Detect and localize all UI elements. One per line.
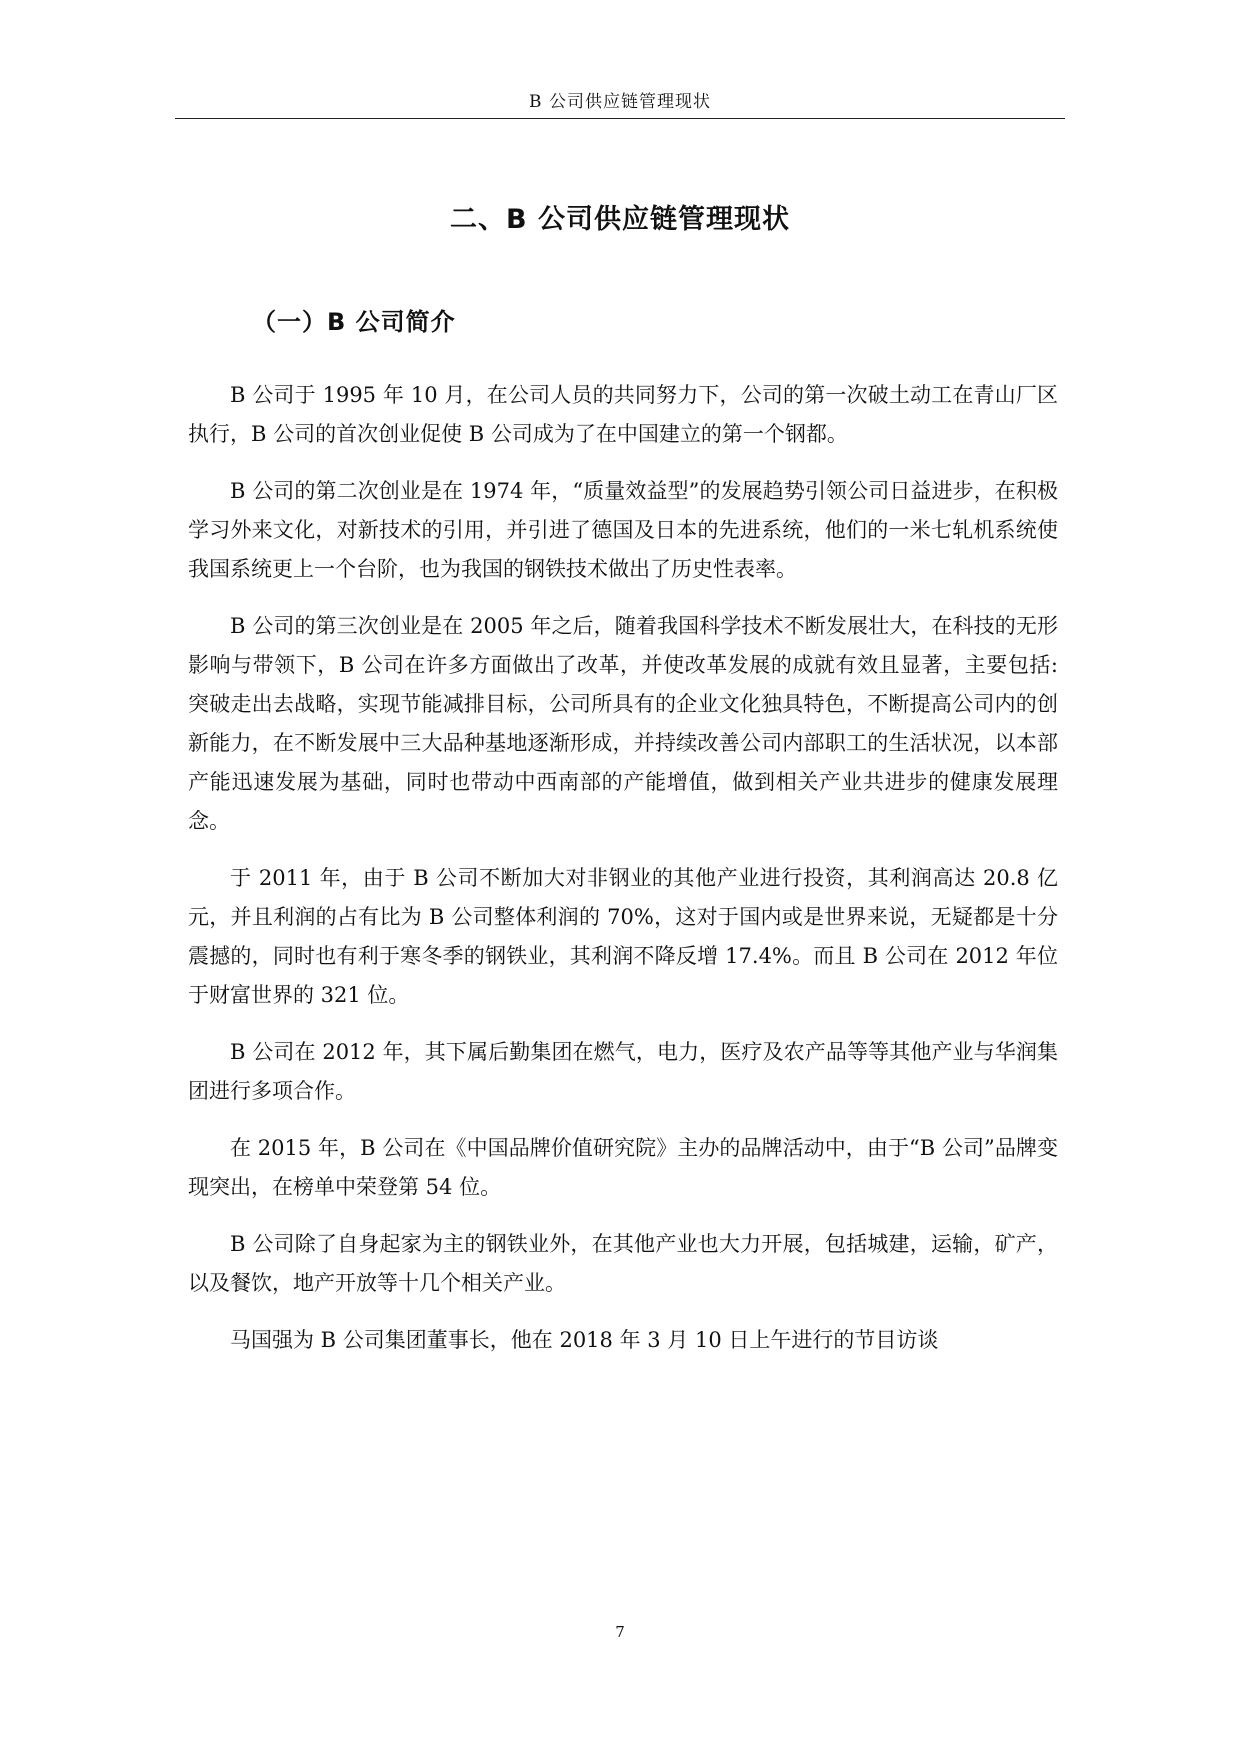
paragraph-2012-cooperation: B 公司在 2012 年，其下属后勤集团在燃气，电力，医疗及农产品等等其他产业与华润集团进行多项合作。 <box>188 1040 1058 1103</box>
chapter-title: 二、B 公司供应链管理现状 <box>450 204 790 235</box>
header-rule <box>175 118 1065 119</box>
paragraph-third-venture: B 公司的第三次创业是在 2005 年之后，随着我国科学技术不断发展壮大，在科技的无形影响与带领下，B 公司在许多方面做出了改革，并使改革发展的成就有效且显著，主要包括: 突破走出去战略，实现节能减排目标，公司所具有的企业文化独具特色，不断提高公司内的创新能力，在不断发展中三大品种基地逐渐形成，并持续改善公司内部职工的生活状况，以本部产能迅速发展为基础，同时也带动中西南部的产能增值，做到相关产业共进步的健康发展理念。 <box>188 614 1058 833</box>
paragraph-founding: B 公司于 1995 年 10 月，在公司人员的共同努力下，公司的第一次破土动工在青山厂区执行，B 公司的首次创业促使 B 公司成为了在中国建立的第一个钢都。 <box>188 383 1058 446</box>
paragraph-2015-brand: 在 2015 年，B 公司在《中国品牌价值研究院》主办的品牌活动中，由于“B 公司”品牌变现突出，在榜单中荣登第 54 位。 <box>188 1136 1058 1199</box>
paragraph-2011-profit: 于 2011 年，由于 B 公司不断加大对非钢业的其他产业进行投资，其利润高达 20.8 亿元，并且利润的占有比为 B 公司整体利润的 70%，这对于国内或是世界来说，无疑都是十分震撼的，同时也有利于寒冬季的钢铁业，其利润不降反增 17.4%。而且 B 公司在 2012 年位于财富世界的 321 位。 <box>188 866 1058 1007</box>
body-text <box>188 376 1058 1378</box>
paragraph-chairman: 马国强为 B 公司集团董事长，他在 2018 年 3 月 10 日上午进行的节目访谈 <box>230 1328 939 1352</box>
page-number: 7 <box>615 1623 625 1641</box>
running-header: B 公司供应链管理现状 <box>529 92 711 112</box>
paragraph-second-venture: B 公司的第二次创业是在 1974 年，“质量效益型”的发展趋势引领公司日益进步，在积极学习外来文化，对新技术的引用，并引进了德国及日本的先进系统，他们的一米七轧机系统使我国系统更上一个台阶，也为我国的钢铁技术做出了历史性表率。 <box>188 479 1058 581</box>
section-title: （一）B 公司简介 <box>252 308 456 336</box>
paragraph-industries: B 公司除了自身起家为主的钢铁业外，在其他产业也大力开展，包括城建，运输，矿产，以及餐饮，地产开放等十几个相关产业。 <box>188 1232 1058 1295</box>
